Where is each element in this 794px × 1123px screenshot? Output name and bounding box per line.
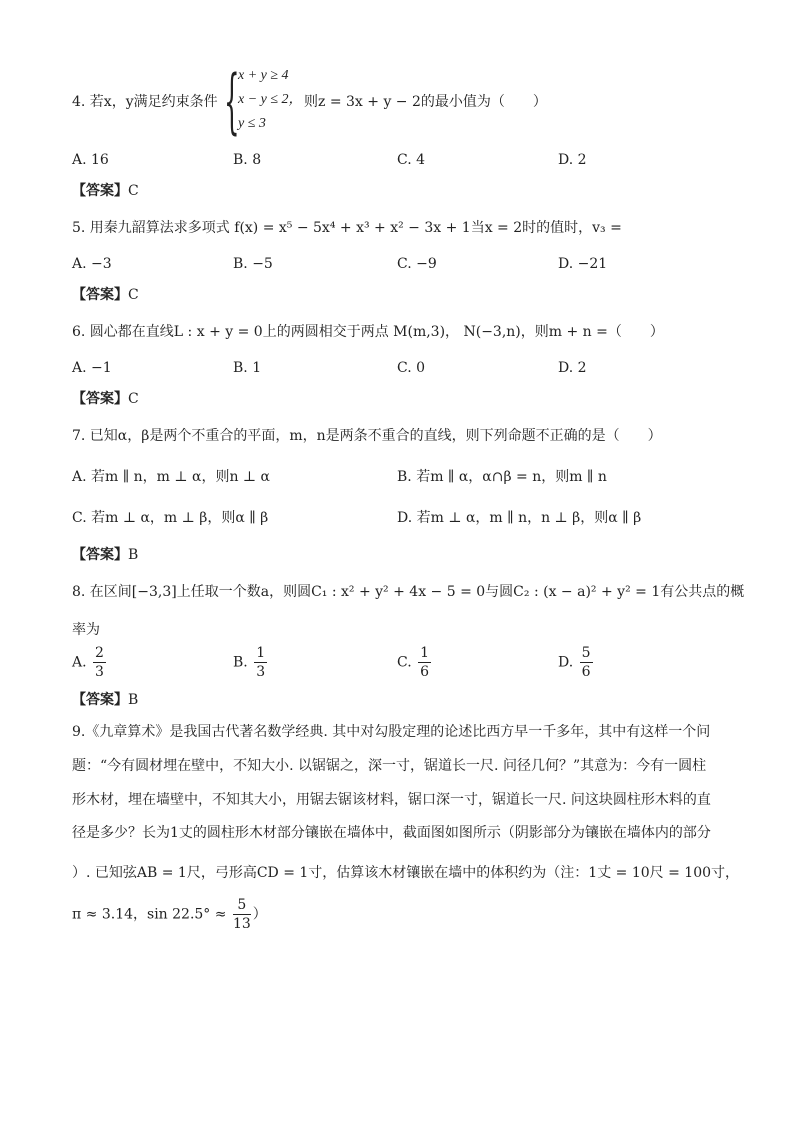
fraction [233,896,251,933]
q5-option-d: D. −21 [558,256,608,272]
question-5-stem: 5. 用秦九韶算法求多项式 f(x) = x⁵ − 5x⁴ + x³ + x² − 3x + 1当x = 2时的值时，v₃ = [72,220,622,236]
answer-value: C [128,391,139,407]
q4-option-b: B. 8 [233,152,262,168]
q8-option-d [558,644,595,681]
answer-label: 【答案】 [72,547,128,563]
option-label: B. [233,654,248,671]
answer-label: 【答案】 [72,692,128,708]
numerator: 2 [95,645,104,661]
q5-answer [72,285,139,305]
fraction [254,644,267,681]
closing-paren: ） [252,906,267,923]
denominator: 13 [232,916,251,932]
question-8-stem-line2: 率为 [72,622,100,638]
question-9-line6 [72,896,267,933]
q7-option-d: D. 若m ⊥ α，m ∥ n，n ⊥ β，则α ∥ β [397,510,642,526]
answer-label: 【答案】 [72,287,128,303]
q7-answer [72,545,138,565]
q6-option-c: C. 0 [397,360,426,376]
denominator: 6 [420,664,430,680]
constraint-1: x + y ≥ 4 [238,68,289,83]
q7-option-c: C. 若m ⊥ α，m ⊥ β，则α ∥ β [72,510,269,526]
q6-option-d: D. 2 [558,360,587,376]
q6-option-b: B. 1 [233,360,262,376]
numerator: 5 [233,896,251,915]
q5-option-b: B. −5 [233,256,273,272]
q4-option-c: C. 4 [397,152,426,168]
q4-answer [72,181,139,201]
denominator: 3 [256,664,266,680]
question-8-stem-line1: 8. 在区间[−3,3]上任取一个数a，则圆C₁ : x² + y² + 4x − 5 = 0与圆C₂ : (x − a)² + y² = 1有公共点的概 [72,584,745,600]
question-9-line3: 形木材，埋在墙壁中，不知其大小，用锯去锯该材料，锯口深一寸，锯道长一尺. 问这块圆柱形木料的直 [72,792,711,808]
q7-option-b: B. 若m ∥ α，α∩β = n，则m ∥ n [397,469,607,485]
fraction [580,644,593,681]
answer-value: B [128,692,139,708]
constraint-3: y ≤ 3 [238,116,266,131]
constants-note: π ≈ 3.14，sin 22.5° ≈ [72,906,227,923]
answer-label: 【答案】 [72,391,128,407]
question-4-text-before: 4. 若x，y满足约束条件 [72,94,218,110]
answer-value: B [128,547,139,563]
question-9-line4: 径是多少？长为1丈的圆柱形木材部分镶嵌在墙体中，截面图如图所示（阴影部分为镶嵌在墙体内的部分 [72,825,711,841]
q5-option-a: A. −3 [72,256,112,272]
q7-option-a: A. 若m ∥ n，m ⊥ α，则n ⊥ α [72,469,271,485]
question-9-line2: 题：“今有圆材埋在壁中，不知大小. 以锯锯之，深一寸，锯道长一尺. 问径几何？”其意为：今有一圆柱 [72,758,707,774]
fraction [93,644,106,681]
q5-option-c: C. −9 [397,256,437,272]
option-label: D. [558,654,574,671]
question-4-constraint-system [224,60,303,142]
q4-option-a: A. 16 [72,152,109,168]
question-4-text-after: 则z = 3x + y − 2的最小值为（ ） [304,94,547,110]
denominator: 3 [95,664,104,680]
option-label: A. [72,654,87,671]
answer-value: C [128,183,139,199]
question-9-line1: 9.《九章算术》是我国古代著名数学经典. 其中对勾股定理的论述比西方早一千多年，其中有这样一个问 [72,724,711,740]
constraint-2: x − y ≤ 2， [238,92,303,107]
fraction [418,644,431,681]
answer-label: 【答案】 [72,183,128,199]
q8-option-a [72,644,108,681]
numerator: 1 [256,645,266,661]
answer-value: C [128,287,139,303]
option-label: C. [397,654,412,671]
numerator: 5 [581,645,591,661]
q6-option-a: A. −1 [72,360,112,376]
question-9-line5: ）. 已知弦AB = 1尺，弓形高CD = 1寸，估算该木材镶嵌在墙中的体积约为（注：1丈 = 10尺 = 100寸， [72,865,740,881]
question-6-stem: 6. 圆心都在直线L : x + y = 0上的两圆相交于两点 M(m,3)， N(−3,n)，则m + n =（ ） [72,324,664,340]
left-brace: { [224,60,240,142]
denominator: 6 [581,664,591,680]
numerator: 1 [420,645,430,661]
q6-answer [72,389,139,409]
q8-answer [72,690,138,710]
q8-option-c [397,644,433,681]
q4-option-d: D. 2 [558,152,587,168]
question-7-stem: 7. 已知α，β是两个不重合的平面，m，n是两条不重合的直线，则下列命题不正确的是（ ） [72,428,662,444]
q8-option-b [233,644,269,681]
question-4-stem [72,92,218,112]
